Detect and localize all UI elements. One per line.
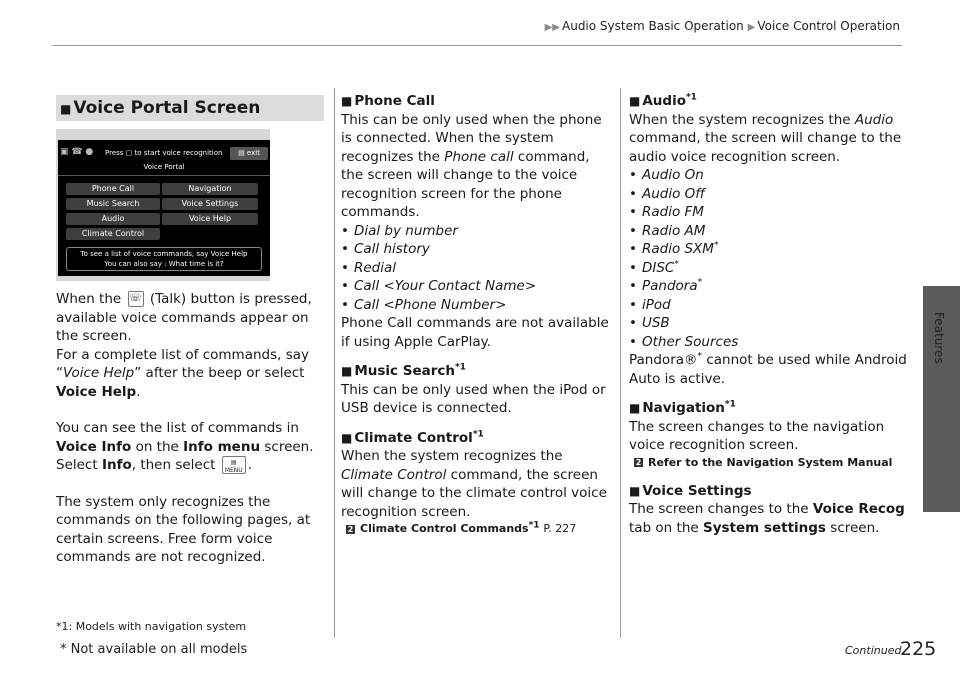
voice-settings-button[interactable]: Voice Settings — [162, 198, 258, 210]
reference-arrow-icon: 2 — [347, 524, 354, 534]
square-bullet-icon: ■ — [629, 94, 641, 108]
subsection-title: ■ Audio$^{*1}$ — [629, 92, 697, 109]
voice-hint-box: To see a list of voice commands, say Voice Help You can also say : What time is it? — [66, 247, 262, 271]
breadcrumb-section: Audio System Basic Operation — [562, 19, 744, 33]
paragraph: For a complete list of commands, say “Voice Help” after the beep or select Voice Help. — [56, 346, 310, 400]
continued-label: Continued — [845, 644, 902, 657]
list-item: • DISC* — [629, 259, 919, 278]
list-item: • Audio Off — [629, 185, 919, 204]
section-title: Voice Portal Screen — [73, 98, 261, 118]
paragraph: You can see the list of commands in Voice Info on the Info menu screen. Select Info, then select ▤ MENU . — [56, 420, 314, 474]
left-text — [56, 290, 328, 567]
column-divider — [620, 88, 621, 638]
menu-button-icon: ▤ MENU — [222, 456, 246, 474]
square-bullet-icon: ■ — [341, 430, 353, 445]
list-item: • Call history — [341, 240, 616, 259]
subsection-title: ■ Phone Call — [341, 93, 435, 109]
screen-divider — [58, 175, 270, 176]
list-item: • Call <Phone Number> — [341, 296, 616, 315]
voice-help-button[interactable]: Voice Help — [162, 213, 258, 225]
square-bullet-icon: ■ — [629, 483, 641, 498]
list-item: • Radio AM — [629, 222, 919, 241]
talk-button-icon: ☏ — [128, 291, 144, 307]
paragraph: The screen changes to the navigation voice recognition screen. — [629, 418, 885, 453]
square-bullet-icon: ■ — [629, 401, 641, 415]
paragraph: When the ☏ (Talk) button is pressed, available voice commands appear on the screen. — [56, 291, 312, 344]
music-search-button[interactable]: Music Search — [66, 198, 160, 210]
right-text — [629, 92, 919, 537]
list-item: • Pandora* — [629, 277, 919, 296]
list-item: • iPod — [629, 296, 919, 315]
list-item: • Radio FM — [629, 203, 919, 222]
subsection-title: ■ Navigation$^{*1}$ — [629, 399, 736, 416]
paragraph: This can be only used when the iPod or USB device is connected. — [341, 381, 606, 416]
page-number: 225 — [900, 638, 937, 660]
subsection-title: ■ Climate Control$^{*1}$ — [341, 429, 484, 446]
screen-prompt: Press ▢ to start voice recognition — [105, 149, 223, 157]
cross-reference-link[interactable]: 2 Climate Control Commands$^{*1}$ P. 227 — [347, 520, 577, 535]
climate-control-button[interactable]: Climate Control — [66, 228, 160, 240]
list-item: • Redial — [341, 259, 616, 278]
breadcrumb — [545, 19, 900, 33]
paragraph: Pandora®* cannot be used while Android Auto is active. — [629, 351, 907, 387]
breadcrumb-arrow-icon: ▶▶ — [544, 22, 560, 33]
menu-icon: ▤ — [238, 149, 245, 157]
breadcrumb-arrow-icon: ▶ — [747, 22, 756, 33]
cross-reference-link[interactable]: 2 Refer to the Navigation System Manual — [635, 455, 893, 469]
subsection-title: ■ Music Search$^{*1}$ — [341, 362, 466, 379]
column-divider — [334, 88, 335, 638]
screen-title: Voice Portal — [143, 163, 185, 171]
paragraph: When the system recognizes the Audio command, the screen will change to the audio voice recognition screen. — [629, 111, 902, 165]
phone-call-button[interactable]: Phone Call — [66, 183, 160, 195]
footnote: *1: Models with navigation system — [56, 620, 247, 633]
paragraph: This can be only used when the phone is connected. When the system recognizes the Phone call command, the screen will change to the voice recognition screen for the phone commands. — [341, 111, 602, 220]
list-item: • Other Sources — [629, 333, 919, 352]
list-item: • Call <Your Contact Name> — [341, 277, 616, 296]
audio-button[interactable]: Audio — [66, 213, 160, 225]
square-bullet-icon: ■ — [341, 94, 353, 108]
reference-arrow-icon: 2 — [635, 458, 642, 467]
paragraph: Phone Call commands are not available if using Apple CarPlay. — [341, 315, 609, 350]
paragraph: When the system recognizes the Climate Control command, the screen will change to the climate control voice recognition screen. — [341, 448, 607, 520]
list-item: • USB — [629, 314, 919, 333]
list-item: • Dial by number — [341, 222, 616, 241]
voice-portal-screen — [58, 140, 270, 276]
list-item: • Audio On — [629, 166, 919, 185]
paragraph: The screen changes to the Voice Recog tab on the System settings screen. — [629, 501, 905, 536]
middle-text — [341, 92, 616, 537]
subsection-title: ■ Voice Settings — [629, 482, 752, 499]
status-icons: ▣ ☎ ● — [60, 147, 94, 157]
talk-icon: ▢ — [125, 149, 133, 157]
paragraph: The system only recognizes the commands on the following pages, at certain screens. Free form voice commands are not recognized. — [56, 493, 311, 565]
square-bullet-icon: ■ — [341, 364, 353, 378]
square-bullet-icon: ■ — [60, 102, 72, 116]
list-item: • Radio SXM* — [629, 240, 919, 259]
chapter-label: Features — [932, 312, 946, 364]
availability-note: * Not available on all models — [60, 642, 248, 657]
breadcrumb-page: Voice Control Operation — [757, 19, 900, 33]
header-divider — [52, 45, 902, 46]
exit-button[interactable]: ▤ exit — [230, 147, 268, 160]
section-header — [56, 95, 324, 121]
navigation-button[interactable]: Navigation — [162, 183, 258, 195]
